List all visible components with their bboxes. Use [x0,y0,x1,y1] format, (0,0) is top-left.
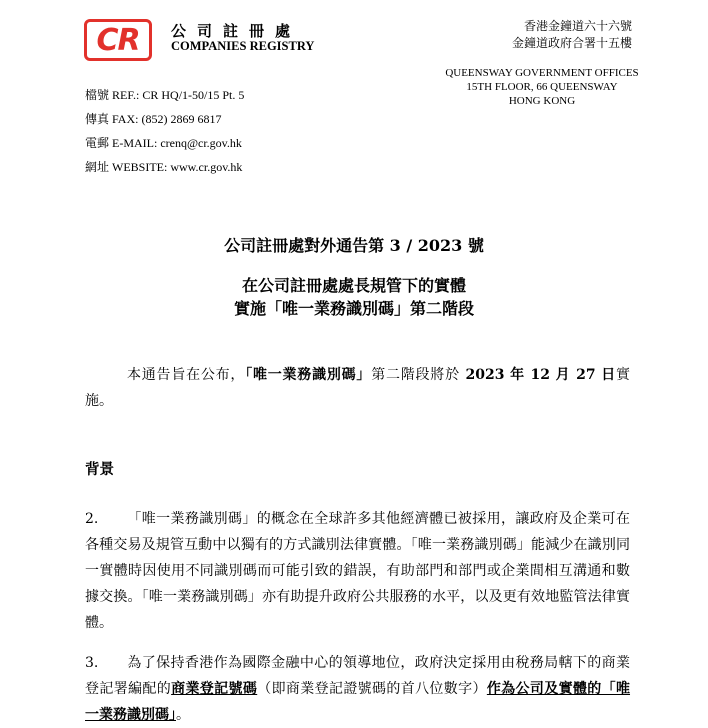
ubi-adoption-term: 作為公司及實體的「唯一業務識別碼」 [85,681,631,723]
address-zh [478,18,632,52]
fax-number: 傳真 FAX: (852) 2869 6817 [85,112,222,126]
intro-text: 本通告旨在公布， [127,367,246,383]
intro-text: 實施。 [85,367,630,409]
address-en-line: QUEENSWAY GOVERNMENT OFFICES [445,67,639,79]
address-en-line: HONG KONG [508,95,576,107]
paragraph-text: 「唯一業務識別碼」的概念在全球許多其他經濟體已被採用，讓政府及企業可在各種交易及規管互動中以獨有的方式識別法律實體。「唯一業務識別碼」能減少在識別同一實體時因使用不同識別碼而可能引致的錯誤，有助部門和部門或企業間相互溝通和數據交換。「唯一業務識別碼」亦有助提升政府公共服務的水平，以及更有效地監管法律實體。 [85,511,630,631]
paragraph-3 [85,650,630,728]
address-en-line: 15TH FLOOR, 66 QUEENSWAY [466,81,618,93]
email-address: 電郵 E-MAIL: crenq@cr.gov.hk [85,136,242,150]
contact-block [85,83,244,179]
paragraph-number: 2. [85,511,99,527]
title-line: 實施「唯一業務識別碼」第二階段 [233,299,474,318]
paragraph-text: （即商業登記證號碼的首八位數字） [257,681,487,697]
address-zh-line: 金鐘道政府合署十五樓 [511,36,632,50]
reference-number: 檔號 REF.: CR HQ/1-50/15 Pt. 5 [85,88,245,102]
paragraph-2 [85,506,630,636]
address-zh-line: 香港金鐘道六十六號 [523,19,632,33]
logo-text: CR [96,22,140,58]
notice-number-title: 公司註冊處對外通告第 3 / 2023 號 [224,236,484,255]
br-number-term: 商業登記號碼 [171,681,258,697]
org-name-zh: 公司註冊處 [171,22,302,40]
paragraph-number: 3. [85,655,99,671]
paragraph-text: 為了保持香港作為國際金融中心的領導地位，政府決定採用由稅務局轄下的商業登記署編配的 [85,655,630,697]
intro-paragraph [85,362,630,414]
section-heading: 背景 [85,461,114,478]
website-address: 網址 WEBSITE: www.cr.gov.hk [85,160,243,174]
cr-logo [84,19,152,61]
intro-text: 第二階段將於 [371,367,460,383]
org-name-en: COMPANIES REGISTRY [171,39,315,53]
title-line: 在公司註冊處處長規管下的實體 [241,276,466,295]
paragraph-text: 。 [176,707,190,723]
ubi-term: 「唯一業務識別碼」 [245,367,372,383]
effective-date: 2023 年 12 月 27 日 [459,367,616,383]
address-en [420,66,664,108]
notice-subject-title [0,274,708,320]
